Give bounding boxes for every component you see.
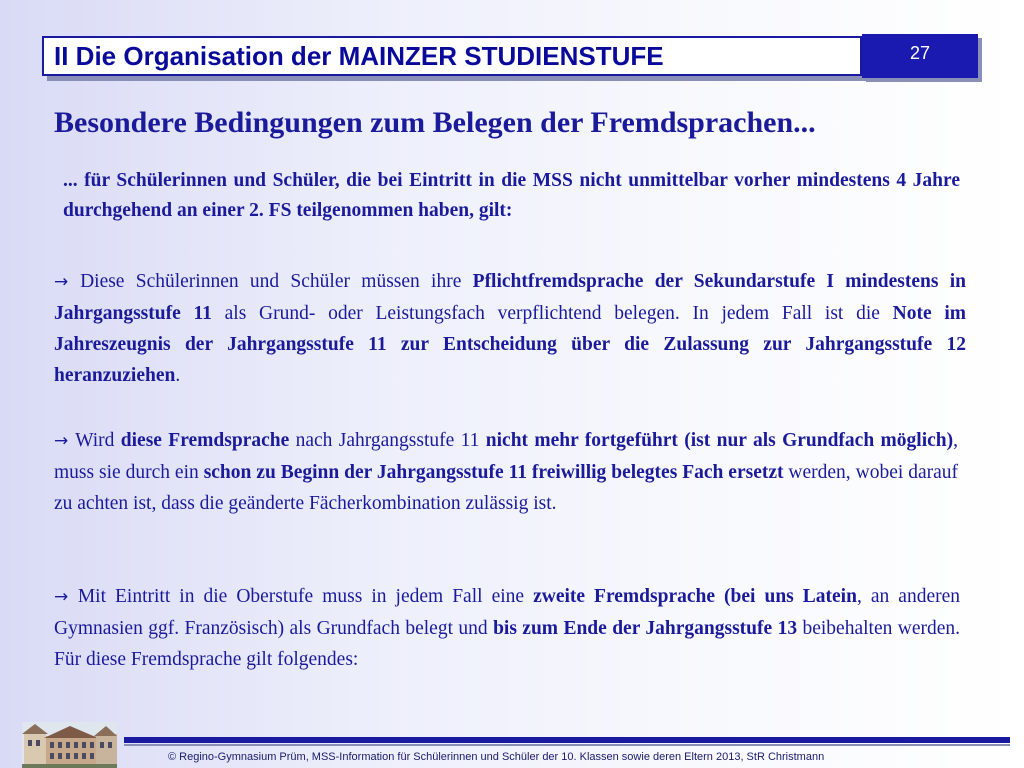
page-number-box xyxy=(862,34,978,78)
body-text: , an anderen Gymnasien ggf. Französisch) als Grundfach belegt und xyxy=(54,586,960,639)
arrow-bullet-icon: → xyxy=(54,431,76,451)
slide-subtitle: Besondere Bedingungen zum Belegen der Fremdsprachen... xyxy=(54,106,816,139)
slide-title: II Die Organisation der MAINZER STUDIENSTUFE xyxy=(54,41,664,71)
bullet-paragraph-3 xyxy=(54,581,960,675)
emphasis-text: Pflichtfremdsprache der Sekundarstufe I mindestens in Jahrgangsstufe 11 xyxy=(54,271,967,324)
body-text: nach Jahrgangsstufe 11 xyxy=(289,430,486,451)
page-number: 27 xyxy=(909,43,931,63)
body-text: Diese Schülerinnen und Schüler müssen ihre xyxy=(80,271,473,292)
emphasis-text: nicht mehr fortgeführt (ist nur als Grundfach möglich) xyxy=(485,430,954,451)
footer-copyright: © Regino-Gymnasium Prüm, MSS-Information für Schülerinnen und Schüler der 10. Klassen sowie deren Eltern 2013, StR Christmann xyxy=(168,751,825,763)
arrow-bullet-icon: → xyxy=(54,272,81,292)
body-text: Wird xyxy=(75,430,121,451)
emphasis-text: diese Fremdsprache xyxy=(120,430,290,451)
body-text: , muss sie durch ein xyxy=(54,430,958,483)
body-text: Mit Eintritt in die Oberstufe muss in jedem Fall eine xyxy=(77,586,534,607)
arrow-bullet-icon: → xyxy=(54,587,78,607)
body-text: als Grund- oder Leistungsfach verpflichtend belegen. In jedem Fall ist die xyxy=(211,303,893,324)
slide-title-box xyxy=(42,36,862,76)
emphasis-text: Note im Jahreszeugnis der Jahrgangsstufe 11 zur Entscheidung über die Zulassung zur Jahrgangsstufe 12 heranzuziehen xyxy=(54,303,966,386)
emphasis-text: bis zum Ende der Jahrgangsstufe 13 xyxy=(493,618,798,639)
bullet-paragraph-2 xyxy=(54,425,958,519)
footer-rule-shadow xyxy=(124,744,1010,746)
body-text: werden, wobei darauf zu achten ist, dass die geänderte Fächerkombination zulässig ist. xyxy=(54,462,958,514)
body-text: beibehalten werden. Für diese Fremdsprache gilt folgendes: xyxy=(54,618,961,670)
emphasis-text: zweite Fremdsprache (bei uns Latein xyxy=(533,586,857,607)
bullet-paragraph-1 xyxy=(54,266,966,391)
school-building-logo xyxy=(22,722,117,768)
body-text: . xyxy=(175,365,181,386)
footer-rule xyxy=(124,737,1010,743)
intro-text: ... für Schülerinnen und Schüler, die bei Eintritt in die MSS nicht unmittelbar vorher mindestens 4 Jahre durchgehend an einer 2. FS teilgenommen haben, gilt: xyxy=(63,170,960,221)
emphasis-text: schon zu Beginn der Jahrgangsstufe 11 freiwillig belegtes Fach ersetzt xyxy=(203,462,784,483)
